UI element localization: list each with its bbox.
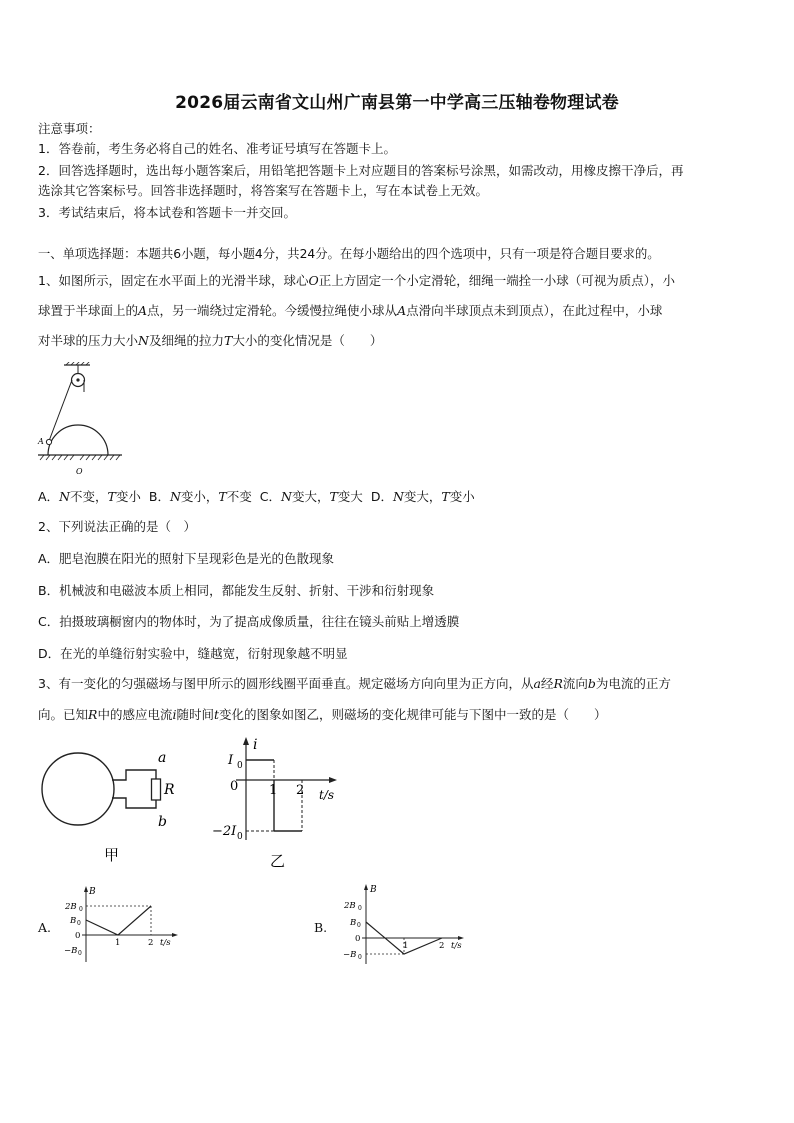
q3-option-a-graph[interactable] (56, 882, 186, 968)
svg-text:t/s: t/s (160, 938, 171, 948)
q1-figure-hemisphere (34, 362, 126, 478)
svg-text:0: 0 (230, 779, 239, 794)
q1-stem-line1 (38, 273, 675, 289)
svg-text:0: 0 (357, 922, 361, 929)
ball-icon (46, 439, 51, 444)
q1-var-t: T (223, 333, 233, 348)
q1-var-o: O (308, 273, 319, 288)
section-heading: 一、单项选择题：本题共6小题，每小题4分，共24分。在每小题给出的四个选项中，只有一项是符合题目要求的。 (38, 247, 660, 261)
q1-options (38, 489, 475, 505)
notice-item: 1．答卷前，考生务必将自己的姓名、准考证号填写在答题卡上。 (38, 141, 396, 156)
svg-text:i: i (253, 737, 258, 753)
svg-text:0: 0 (79, 906, 83, 913)
svg-text:2: 2 (296, 783, 305, 798)
svg-text:2: 2 (439, 941, 445, 951)
svg-text:0: 0 (358, 954, 362, 961)
svg-text:0: 0 (78, 950, 82, 957)
option-a[interactable]: A．N不变，T变小 (38, 489, 141, 504)
option-d[interactable]: D．N变大，T变小 (370, 489, 475, 504)
q2-option-a[interactable]: A．肥皂泡膜在阳光的照射下呈现彩色是光的色散现象 (38, 551, 335, 566)
svg-text:0: 0 (75, 931, 81, 941)
q2-option-c[interactable]: C．拍摄玻璃橱窗内的物体时，为了提高成像质量，往往在镜头前贴上增透膜 (38, 614, 460, 629)
svg-text:2B: 2B (344, 901, 356, 911)
q3-option-b-label[interactable]: B. (314, 920, 328, 935)
svg-text:−2I: −2I (212, 824, 237, 839)
q1-text: 1、如图所示，固定在水平面上的光滑半球，球心 (38, 273, 309, 288)
svg-text:0: 0 (237, 832, 243, 842)
svg-text:0: 0 (358, 905, 362, 912)
option-b[interactable]: B．N变小，T不变 (148, 489, 252, 504)
fig-label-r: R (164, 782, 175, 798)
q1-text: 点滑向半球顶点未到顶点），在此过程中，小球 (406, 303, 663, 318)
q3-option-a-label[interactable]: A. (38, 920, 52, 935)
svg-text:1: 1 (269, 783, 278, 798)
option-c[interactable]: C．N变大，T变大 (259, 489, 363, 504)
svg-text:1: 1 (115, 938, 121, 948)
q1-text: 球置于半球面上的 (38, 303, 139, 318)
q3-stem-line2: 向。已知R中的感应电流i随时间t变化的图象如图乙，则磁场的变化规律可能与下图中一致的是（ ） (38, 707, 607, 722)
q3-figure-yi (206, 732, 346, 874)
svg-text:0: 0 (355, 934, 361, 944)
svg-text:0: 0 (237, 761, 243, 771)
fig-label-a: a (158, 750, 167, 766)
svg-text:2B: 2B (65, 902, 77, 912)
svg-text:B: B (350, 918, 357, 928)
q2-stem: 2、下列说法正确的是（ ） (38, 519, 196, 534)
q1-stem-line3 (38, 333, 382, 349)
svg-text:I: I (228, 753, 234, 768)
notice-heading: 注意事项： (38, 121, 101, 136)
fig-label-a: A (38, 437, 44, 446)
q3-option-b-graph[interactable] (334, 880, 474, 968)
svg-text:t/s: t/s (451, 941, 462, 951)
q1-text: 正上方固定一个小定滑轮，细绳一端拴一小球（可视为质点），小 (318, 273, 675, 288)
resistor-icon (152, 779, 161, 800)
svg-text:t/s: t/s (319, 788, 335, 802)
svg-text:0: 0 (77, 920, 81, 927)
svg-text:2: 2 (148, 938, 154, 948)
q2-option-b[interactable]: B．机械波和电磁波本质上相同，都能发生反射、折射、干涉和衍射现象 (38, 583, 435, 598)
notice-item: 2．回答选择题时，选出每小题答案后，用铅笔把答题卡上对应题目的答案标号涂黑，如需改动，用橡皮擦干净后，再 (38, 163, 684, 178)
svg-text:B: B (70, 916, 77, 926)
notice-item: 3．考试结束后，将本试卷和答题卡一并交回。 (38, 205, 296, 220)
fig-caption-jia: 甲 (104, 846, 120, 864)
b-curve (86, 906, 151, 935)
q1-text: 对半球的压力大小 (38, 333, 139, 348)
q1-var-a: A (138, 303, 148, 318)
svg-text:−B: −B (343, 950, 357, 960)
q1-stem-line2 (38, 303, 662, 319)
svg-text:1: 1 (403, 941, 409, 951)
svg-text:乙: 乙 (270, 852, 286, 870)
q1-var-a: A (397, 303, 407, 318)
page-title: 2026届云南省文山州广南县第一中学高三压轴卷物理试卷 (175, 93, 619, 113)
notice-item: 选涂其它答案标号。回答非选择题时，将答案写在答题卡上，写在本试卷上无效。 (38, 183, 489, 198)
q1-text: 点，另一端绕过定滑轮。今缓慢拉绳使小球从 (147, 303, 398, 318)
svg-text:B: B (370, 885, 377, 895)
q3-stem-line1: 3、有一变化的匀强磁场与图甲所示的圆形线圈平面垂直。规定磁场方向向里为正方向，从a经R流向b为电流的正方 (38, 676, 671, 691)
q1-var-n: N (138, 333, 149, 348)
fig-label-o: O (76, 467, 83, 476)
q2-option-d[interactable]: D．在光的单缝衍射实验中，缝越宽，衍射现象越不明显 (38, 646, 348, 661)
fig-label-b: b (158, 814, 167, 830)
q1-text: 及细绳的拉力 (148, 333, 224, 348)
svg-text:−B: −B (64, 946, 78, 956)
q1-text: 大小的变化情况是（ ） (232, 333, 383, 348)
svg-text:B: B (89, 887, 96, 897)
q3-figure-jia (36, 748, 186, 870)
